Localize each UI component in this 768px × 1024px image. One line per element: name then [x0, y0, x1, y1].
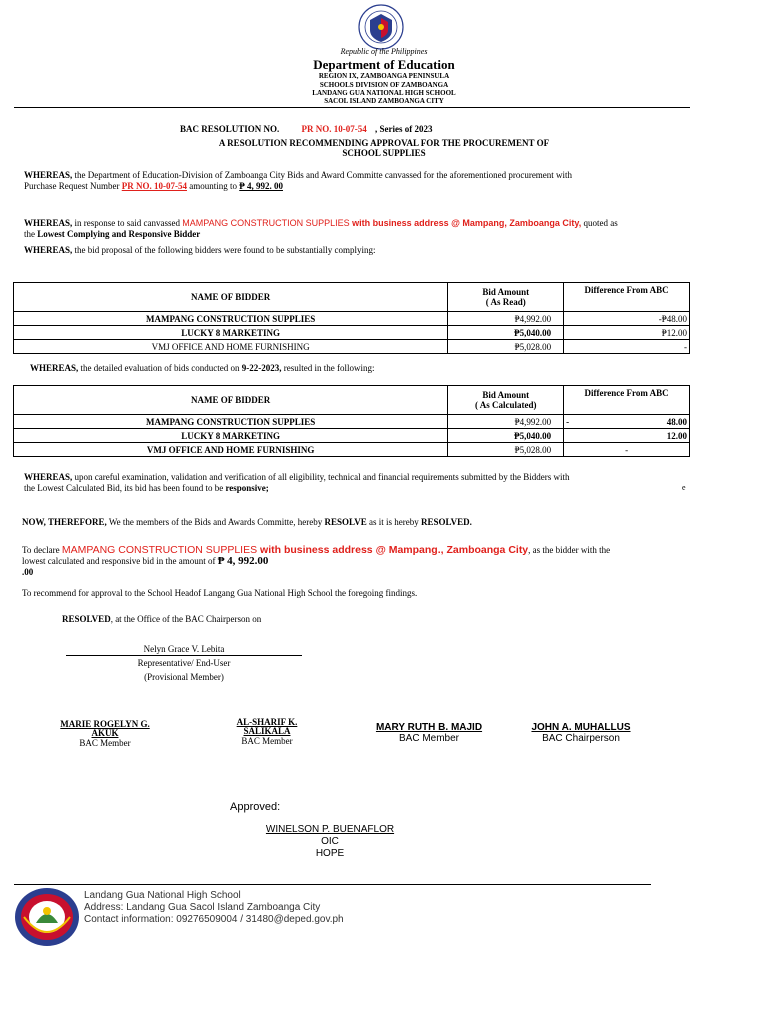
whereas-paragraph-4: WHEREAS, the detailed evaluation of bids conducted on 9-22-2023, resulted in the following:: [30, 363, 375, 373]
republic-line: Republic of the Philippines: [340, 47, 428, 56]
end-user-role: Representative/ End-User: [137, 658, 231, 668]
bids-as-calculated-table: [13, 385, 690, 457]
header-bid-amount: Bid Amount ( As Read): [448, 283, 564, 312]
table-row: MAMPANG CONSTRUCTION SUPPLIES ₱4,992.00 -₱48.00: [14, 312, 690, 326]
whereas-paragraph-1: WHEREAS, the Department of Education-Division of Zamboanga City Bids and Award Committe canvassed for the aforementioned procurement with Purchase Request Number PR NO. 10-07-54 amounting to ₱ 4, 992. 00: [24, 170, 573, 191]
whereas-paragraph-5: WHEREAS, upon careful examination, validation and verification of all eligibility, technical and financial requirements submitted by the Bidders with the Lowest Calculated Bid, its bid has been found to be responsive;: [24, 472, 570, 493]
table-row: LUCKY 8 MARKETING ₱5,040.00 ₱12.00: [14, 326, 690, 340]
resolution-title: A RESOLUTION RECOMMENDING APPROVAL FOR THE PROCUREMENT OF: [218, 138, 550, 148]
stray-character: e: [682, 483, 686, 492]
school-line: LANDANG GUA NATIONAL HIGH SCHOOL: [312, 89, 456, 97]
table-header-row: [14, 386, 690, 415]
table-row: VMJ OFFICE AND HOME FURNISHING ₱5,028.00 -: [14, 340, 690, 354]
resolution-number: BAC RESOLUTION NO. PR NO. 10-07-54 , Series of 2023: [180, 124, 433, 134]
approved-label: Approved:: [230, 801, 281, 813]
end-user-status: (Provisional Member): [144, 672, 224, 682]
whereas-paragraph-2: WHEREAS, in response to said canvassed MAMPANG CONSTRUCTION SUPPLIES with business address @ Mampang, Zamboanga City, quoted as the Lowest Complying and Responsive Bidder: [24, 218, 618, 239]
end-user-name: Nelyn Grace V. Lebita: [66, 644, 302, 656]
resolution-subject: SCHOOL SUPPLIES: [342, 148, 426, 158]
signatory-member-3: MARY RUTH B. MAJID BAC Member: [375, 722, 483, 744]
school-logo-icon: [14, 887, 80, 947]
table-row: MAMPANG CONSTRUCTION SUPPLIES ₱4,992.00 - 48.00: [14, 415, 690, 429]
table-header-row: [14, 283, 690, 312]
address-line: SACOL ISLAND ZAMBOANGA CITY: [324, 97, 444, 105]
resolved-line: RESOLVED, at the Office of the BAC Chairperson on: [62, 614, 262, 624]
signatory-member-2: AL-SHARIF K. SALIKALA BAC Member: [236, 717, 298, 746]
bids-as-read-table: [13, 282, 690, 354]
department-title: Department of Education: [313, 57, 455, 72]
header-difference: Difference From ABC: [564, 283, 690, 312]
footer-divider: [14, 884, 651, 885]
region-line: REGION IX, ZAMBOANGA PENINSULA: [318, 72, 450, 80]
now-therefore-paragraph: NOW, THEREFORE, We the members of the Bids and Awards Committe, hereby RESOLVE as it is hereby RESOLVED.: [22, 517, 472, 527]
deped-seal-icon: [358, 4, 404, 50]
signatory-chairperson: JOHN A. MUHALLUS BAC Chairperson: [531, 722, 631, 744]
header-bid-amount: Bid Amount ( As Calculated): [448, 386, 564, 415]
division-line: SCHOOLS DIVISION OF ZAMBOANGA: [319, 81, 449, 89]
signatory-member-1: MARIE ROGELYN G. AKUK BAC Member: [60, 719, 150, 748]
recommend-paragraph: To recommend for approval to the School Headof Langang Gua National High School the foregoing findings.: [22, 588, 418, 598]
footer-contact: Landang Gua National High School Address: Landang Gua Sacol Island Zamboanga City Contact information: 09276509004 / 31480@deped.gov.ph: [84, 890, 344, 925]
table-row: VMJ OFFICE AND HOME FURNISHING ₱5,028.00 -: [14, 443, 690, 457]
header-bidder: NAME OF BIDDER: [14, 283, 448, 312]
declare-paragraph: To declare MAMPANG CONSTRUCTION SUPPLIES with business address @ Mampang., Zamboanga City, as the bidder with the lowest calculated and responsive bid in the amount of ₱ 4, 992.00 .00: [22, 544, 611, 577]
header-bidder: NAME OF BIDDER: [14, 386, 448, 415]
header-divider: [14, 107, 690, 108]
table-row: LUCKY 8 MARKETING ₱5,040.00 12.00: [14, 429, 690, 443]
approver: WINELSON P. BUENAFLOR OIC HOPE: [265, 824, 395, 859]
header-difference: Difference From ABC: [564, 386, 690, 415]
whereas-paragraph-3: WHEREAS, the bid proposal of the following bidders were found to be substantially complying:: [24, 245, 376, 255]
